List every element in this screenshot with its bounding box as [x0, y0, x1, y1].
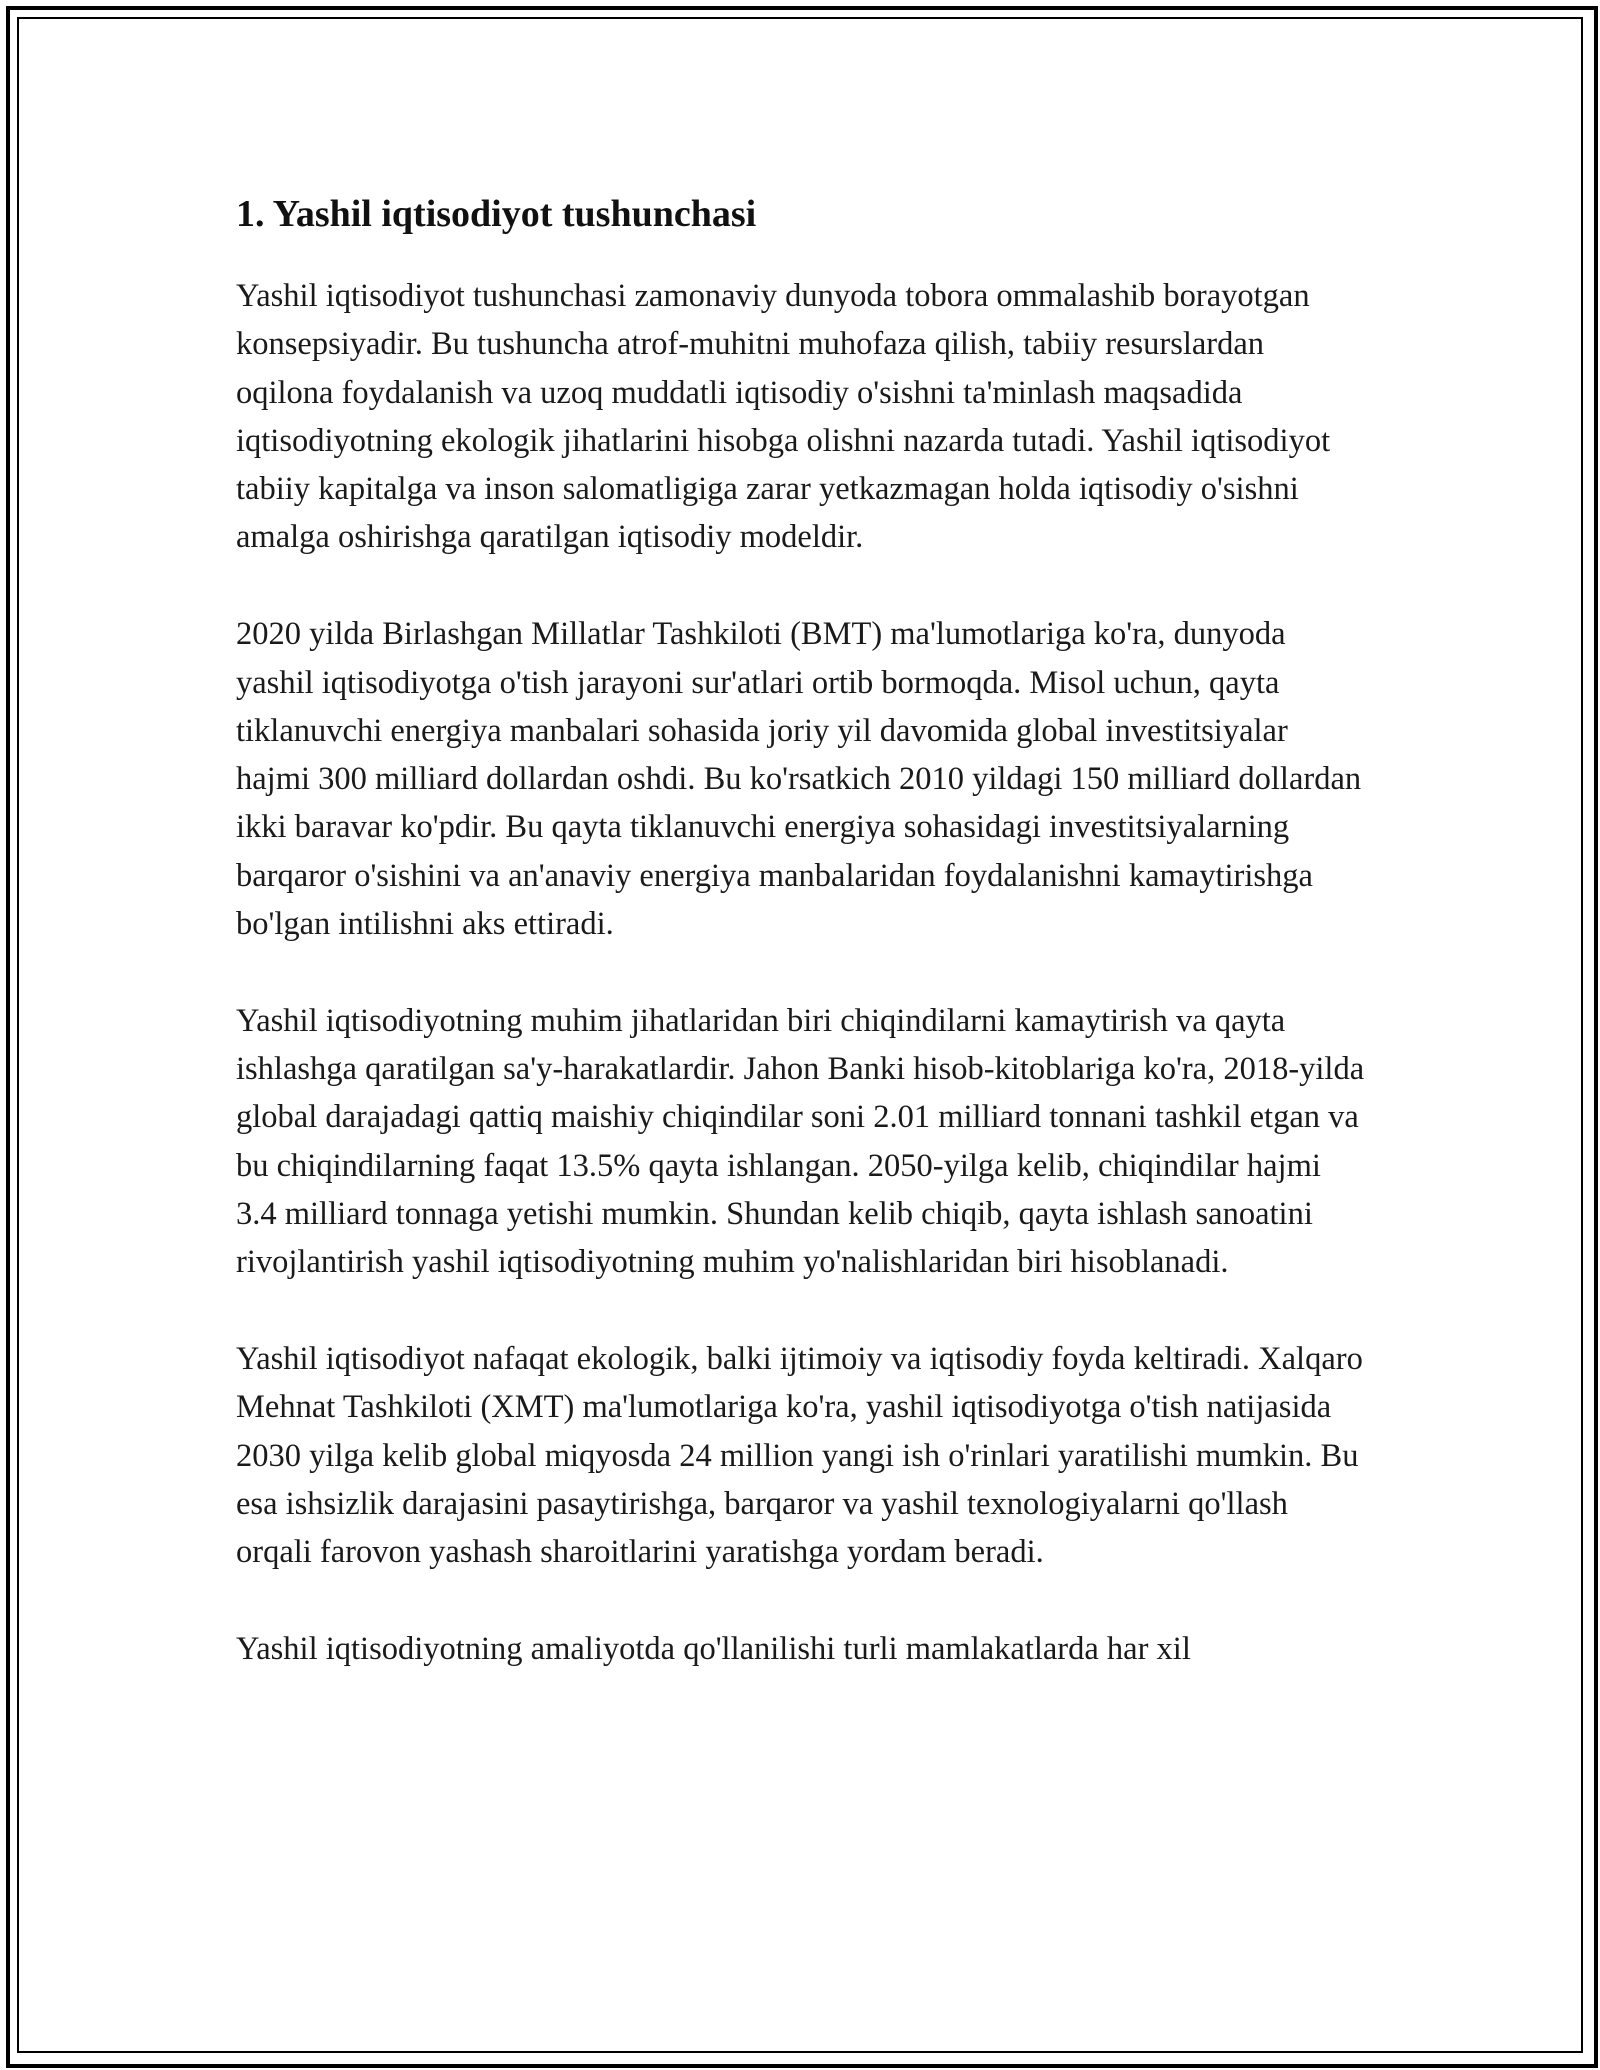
document-body: [236, 188, 1366, 1673]
paragraph-waste: Yashil iqtisodiyotning muhim jihatlaridan biri chiqindilarni kamaytirish va qayta ishlashga qaratilgan sa'y-harakatlardir. Jahon Banki hisob-kitoblariga ko'ra, 2018-yilda global darajadagi qattiq maishiy chiqindilar soni 2.01 milliard tonnani tashkil etgan va bu chiqindilarning faqat 13.5% qayta ishlangan. 2050-yilga kelib, chiqindilar hajmi 3.4 milliard tonnaga yetishi mumkin. Shundan kelib chiqib, qayta ishlash sanoatini rivojlantirish yashil iqtisodiyotning muhim yo'nalishlaridan biri hisoblanadi.: [236, 1002, 1365, 1281]
paragraph-practice: Yashil iqtisodiyotning amaliyotda qo'llanilishi turli mamlakatlarda har xil: [236, 1631, 1191, 1668]
paragraph-investments: 2020 yilda Birlashgan Millatlar Tashkiloti (BMT) ma'lumotlariga ko'ra, dunyoda yashil iqtisodiyotga o'tish jarayoni sur'atlari ortib bormoqda. Misol uchun, qayta tiklanuvchi energiya manbalari sohasida joriy yil davomida global investitsiyalar hajmi 300 milliard dollardan oshdi. Bu ko'rsatkich 2010 yildagi 150 milliard dollardan ikki baravar ko'pdir. Bu qayta tiklanuvchi energiya sohasidagi investitsiyalarning barqaror o'sishini va an'anaviy energiya manbalaridan foydalanishni kamaytirishga bo'lgan intilishni aks ettiradi.: [236, 616, 1362, 943]
paragraph-jobs: Yashil iqtisodiyot nafaqat ekologik, balki ijtimoiy va iqtisodiy foyda keltiradi. Xalqaro Mehnat Tashkiloti (XMT) ma'lumotlariga ko'ra, yashil iqtisodiyotga o'tish natijasida 2030 yilga kelib global miqyosda 24 million yangi ish o'rinlari yaratilishi mumkin. Bu esa ishsizlik darajasini pasaytirishga, barqaror va yashil texnologiyalarni qo'llash orqali farovon yashash sharoitlarini yaratishga yordam beradi.: [236, 1341, 1363, 1571]
paragraph-definition: Yashil iqtisodiyot tushunchasi zamonaviy dunyoda tobora ommalashib borayotgan konsepsiyadir. Bu tushuncha atrof-muhitni muhofaza qilish, tabiiy resurslardan oqilona foydalanish va uzoq muddatli iqtisodiy o'sishni ta'minlash maqsadida iqtisodiyotning ekologik jihatlarini hisobga olishni nazarda tutadi. Yashil iqtisodiyot tabiiy kapitalga va inson salomatligiga zarar yetkazmagan holda iqtisodiy o'sishni amalga oshirishga qaratilgan iqtisodiy modeldir.: [236, 278, 1331, 556]
section-heading: 1. Yashil iqtisodiyot tushunchasi: [236, 193, 757, 235]
